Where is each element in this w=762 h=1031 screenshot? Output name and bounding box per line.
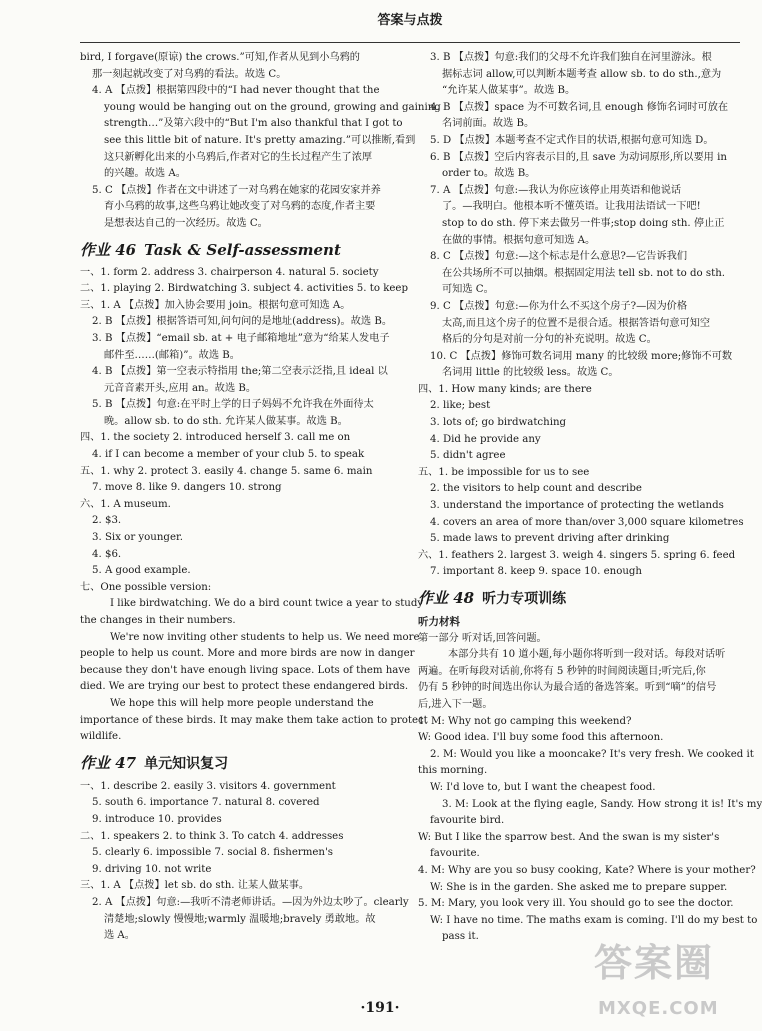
answer-line: 5. A good example. [92,565,191,577]
answer-line: 这只新孵化出来的小乌鸦后,作者对它的生长过程产生了浓厚 [104,151,373,163]
transcript-line: 4. M: Why are you so busy cooking, Kate? Where is your mother? [418,864,756,876]
homework-47-number: 作业 47 [80,753,137,772]
essay-line: We hope this will help more people understand the [110,697,374,709]
answer-line: 4. A 【点拨】根据第四段中的“I had never thought that the [92,85,380,97]
watermark-logo-text: 答案圈 [594,941,715,985]
homework-48-title: 听力专项训练 [482,591,567,607]
answer-line: 名词用 little 的比较级 less。故选 C。 [442,367,619,379]
transcript-line: 2. M: Would you like a mooncake? It's very fresh. We cooked it [430,748,754,760]
transcript-line: 1. M: Why not go camping this weekend? [418,715,632,727]
transcript-line: 后,进入下一题。 [418,698,493,710]
answer-line: 六、1. feathers 2. largest 3. weigh 4. singers 5. spring 6. feed [418,549,736,561]
answer-line: 在公共场所不可以抽烟。根据固定用法 tell sb. not to do sth. [442,267,726,279]
answer-line: 2. like; best [430,400,491,412]
transcript-line: W: But I like the sparrow best. And the swan is my sister's [418,831,720,843]
homework-46-number: 作业 46 [80,240,137,259]
answer-line: 二、1. playing 2. Birdwatching 3. subject 4. activities 5. to keep [80,283,408,295]
transcript-line: favourite. [430,848,480,860]
answer-line: 5. made laws to prevent driving after drinking [430,533,670,545]
answer-line: 2. the visitors to help count and describe [430,483,642,495]
answer-line: young would be hanging out on the ground, growing and gaining [104,101,441,113]
answer-line: 格后的分句是对前一分句的补充说明。故选 C。 [442,334,657,346]
answer-line: 四、1. the society 2. introduced herself 3. call me on [80,432,351,444]
answer-line: 7. A 【点拨】句意:—我认为你应该停止用英语和他说话 [430,184,682,196]
answer-line: 晚。allow sb. to do sth. 允许某人做某事。故选 B。 [104,415,348,427]
answer-line: 5. clearly 6. impossible 7. social 8. fishermen's [92,847,334,859]
answer-line: 四、1. How many kinds; are there [418,383,592,395]
essay-line: died. We are trying our best to protect these endangered birds. [80,681,409,693]
answer-line: 4. covers an area of more than/over 3,000 square kilometres [430,516,744,528]
answer-line: 4. B 【点拨】space 为不可数名词,且 enough 修饰名词时可放在 [430,101,729,113]
answer-line: 在做的事情。根据句意可知选 A。 [442,234,596,246]
transcript-line: favourite bird. [430,815,505,827]
answer-line: stop to do sth. 停下来去做另一件事;stop doing sth. 停止正 [442,217,725,229]
answer-line: 4. if I can become a member of your club 5. to speak [92,449,365,461]
answer-line: 清楚地;slowly 慢慢地;warmly 温暖地;bravely 勇敢地。故 [104,913,376,925]
answer-line: 一、1. describe 2. easily 3. visitors 4. government [80,780,336,792]
answer-line: 选 A。 [104,930,135,942]
essay-line: wildlife. [80,731,122,743]
answer-line: 2. $3. [92,515,122,527]
answer-line: 2. B 【点拨】根据答语可知,问句问的是地址(address)。故选 B。 [92,316,393,328]
answer-line: 名词前面。故选 B。 [442,118,535,130]
answer-line: strength…”及第六段中的“But I'm also thankful that I got to [104,118,403,130]
answer-line: 2. A 【点拨】句意:—我听不清老师讲话。—因为外边太吵了。clearly [92,896,409,908]
answer-line: 那一刻起就改变了对乌鸦的看法。故选 C。 [92,68,287,80]
answer-line: 9. C 【点拨】句意:—你为什么不买这个房子?—因为价格 [430,300,688,312]
answer-line: 5. C 【点拨】作者在文中讲述了一对乌鸦在她家的花园安家并养 [92,184,381,196]
transcript-line: W: She is in the garden. She asked me to prepare supper. [430,881,728,893]
answer-line: 10. C 【点拨】修饰可数名词用 many 的比较级 more;修饰不可数 [430,350,733,362]
answer-line: 三、1. A 【点拨】加入协会要用 join。根据句意可知选 A。 [80,299,351,311]
homework-47-title: 单元知识复习 [144,755,229,772]
site-watermark [588,941,746,1027]
answer-line: 育小乌鸦的故事,这些乌鸦让她改变了对乌鸦的态度,作者主要 [104,201,376,213]
homework-48-heading [418,587,743,610]
transcript-line: 仍有 5 秒钟的时间选出你认为最合适的备选答案。听到“嘀”的信号 [418,682,717,694]
answer-line: 3. B 【点拨】句意:我们的父母不允许我们独自在河里游泳。根 [430,52,712,63]
transcript-line: pass it. [442,931,479,943]
answer-line: see this little bit of nature. It's pretty amazing.”可以推断,看到 [104,134,416,146]
answer-line: 9. driving 10. not write [92,863,212,875]
answer-line: 3. Six or younger. [92,532,183,544]
answer-line: 4. B 【点拨】第一空表示特指用 the;第二空表示泛指,且 ideal 以 [92,366,388,378]
essay-line: the changes in their numbers. [80,615,236,626]
answer-line: 7. important 8. keep 9. space 10. enough [430,566,642,578]
right-column [418,50,762,946]
listening-material-label: 听力材料 [418,616,460,628]
transcript-line: W: I have no time. The maths exam is coming. I'll do my best to [430,914,758,926]
answer-line: 元音音素开头,应用 an。故选 B。 [104,382,257,394]
answer-line: 7. move 8. like 9. dangers 10. strong [92,482,282,494]
answer-line: 4. $6. [92,548,122,560]
answer-line: 一、1. form 2. address 3. chairperson 4. natural 5. society [80,266,379,278]
transcript-line: W: I'd love to, but I want the cheapest food. [430,781,656,793]
answer-line: 太高,而且这个房子的位置不是很合适。根据答语句意可知空 [442,317,711,329]
answer-line: 3. understand the importance of protecting the wetlands [430,500,724,512]
transcript-line: 5. M: Mary, you look very ill. You should go to see the doctor. [418,898,734,910]
answer-line: 3. B 【点拨】“email sb. at + 电子邮箱地址”意为“给某人发电子 [92,332,390,344]
transcript-line: 本部分共有 10 道小题,每小题你将听到一段对话。每段对话听 [448,649,726,661]
header-title: 答案与点拨 [377,13,443,28]
homework-46-title: Task & Self-assessment [144,240,341,259]
answer-line: “允许某人做某事”。故选 B。 [442,85,576,97]
answer-line: 二、1. speakers 2. to think 3. To catch 4. addresses [80,830,344,842]
answer-line: bird, I forgave(原谅) the crows.”可知,作者从见到小乌鸦的 [80,52,360,63]
answer-line: 据标志词 allow,可以判断本题考查 allow sb. to do sth.,意为 [442,68,722,80]
page-number: ·191· [360,1000,400,1016]
answer-line: 三、1. A 【点拨】let sb. do sth. 让某人做某事。 [80,880,310,892]
answer-line: 邮件至……(邮箱)”。故选 B。 [104,349,240,361]
answer-line: 3. lots of; go birdwatching [430,417,567,429]
answer-line: 五、1. be impossible for us to see [418,466,590,478]
essay-line: We're now inviting other students to help us. We need more [110,631,420,643]
essay-line: importance of these birds. It may make them take action to protect [80,714,428,726]
transcript-line: 3. M: Look at the flying eagle, Sandy. How strong it is! It's my [442,798,762,810]
answer-line: order to。故选 B。 [442,168,536,180]
answer-line: 5. south 6. importance 7. natural 8. covered [92,797,320,809]
homework-46-heading [80,239,400,261]
transcript-line: this morning. [418,765,488,777]
essay-line: I like birdwatching. We do a bird count twice a year to study [110,598,424,610]
answer-line: 可知选 C。 [442,284,494,296]
essay-line: because they don't have enough living space. Lots of them have [80,664,411,676]
watermark-url: MXQE.COM [598,998,719,1019]
homework-47-heading [80,752,400,775]
page-header [80,0,740,43]
answer-line: 五、1. why 2. protect 3. easily 4. change 5. same 6. main [80,465,373,477]
answer-line: 9. introduce 10. provides [92,813,222,825]
transcript-line: W: Good idea. I'll buy some food this afternoon. [418,732,664,744]
answer-line: 5. D 【点拨】本题考查不定式作目的状语,根据句意可知选 D。 [430,134,714,146]
transcript-line: 两遍。在听每段对话前,你将有 5 秒钟的时间阅读题目;听完后,你 [418,665,706,677]
answer-line: 了。—我明白。他根本听不懂英语。让我用法语试一下吧! [442,201,701,213]
homework-48-number: 作业 48 [418,589,475,607]
answer-line: 8. C 【点拨】句意:—这个标志是什么意思?—它告诉我们 [430,251,688,263]
answer-line: 6. B 【点拨】空后内容表示目的,且 save 为动词原形,所以要用 in [430,151,727,163]
essay-line: people to help us count. More and more birds are now in danger [80,648,415,660]
answer-line: 的兴趣。故选 A。 [104,168,186,180]
answer-line: 七、One possible version: [80,581,212,593]
answer-line: 是想表达自己的一次经历。故选 C。 [104,217,268,229]
transcript-line: 第一部分 听对话,回答问题。 [418,632,547,644]
answer-line: 4. Did he provide any [430,433,541,445]
answer-line: 六、1. A museum. [80,498,171,510]
answer-line: 5. B 【点拨】句意:在平时上学的日子妈妈不允许我在外面待太 [92,399,374,411]
answer-line: 5. didn't agree [430,450,506,462]
